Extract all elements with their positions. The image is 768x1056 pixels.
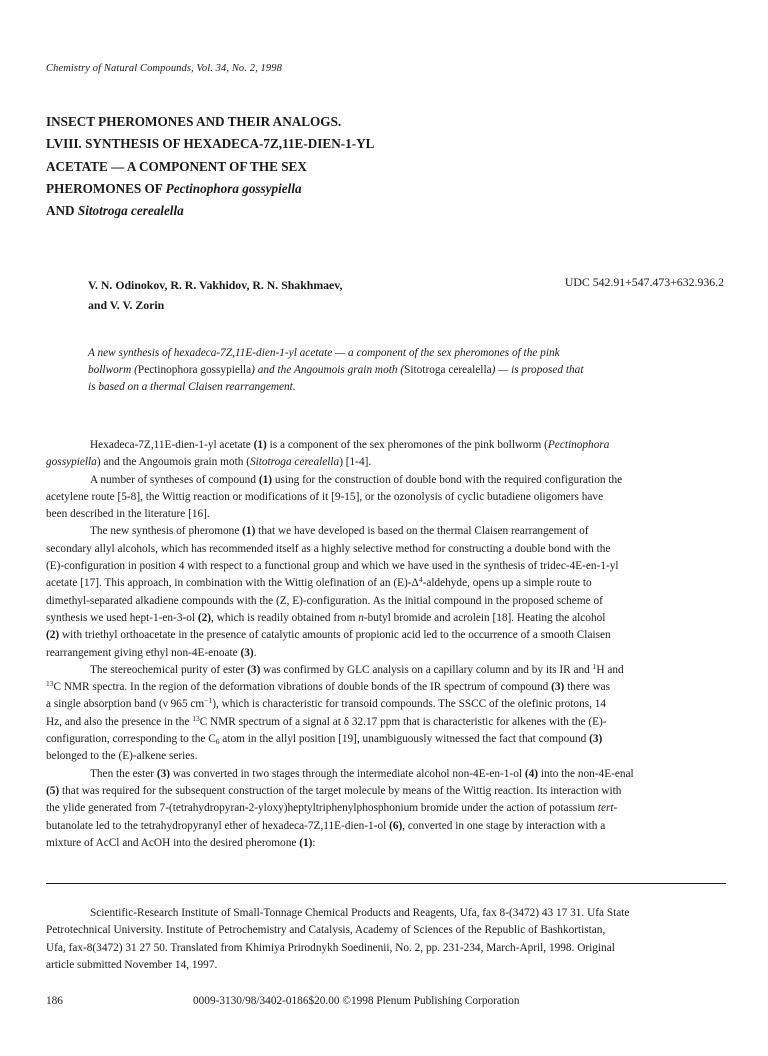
affiliation-footnote	[46, 905, 726, 974]
copyright-line: 0009-3130/98/3402-0186$20.00 ©1998 Plenum Publishing Corporation	[193, 995, 520, 1007]
body-line: Then the ester (3) was converted in two stages through the intermediate alcohol non-4E-en-1-ol (4) into the non-4E-enal	[90, 767, 634, 780]
body-line: $^{13}$C NMR spectra. In the region of the deformation vibrations of double bonds of the IR spectrum of compound (3) there was	[46, 679, 611, 694]
body-line: acetate [17]. This approach, in combination with the Wittig olefination of an $(E)-\Delta^4$-aldehyde, opens up a simple route to	[46, 575, 592, 590]
body-line: (2) with triethyl orthoacetate in the presence of catalytic amounts of propionic acid led to the occurrence of a smooth Claisen	[46, 629, 611, 642]
footnote-line: article submitted November 14, 1997.	[46, 958, 218, 971]
body-line: (5) that was required for the subsequent construction of the target molecule by means of the Wittig reaction. Its interaction with	[46, 784, 622, 797]
article-title	[46, 111, 686, 222]
body-line: the ylide generated from 7-(tetrahydropyran-2-yloxy)heptyltriphenylphosphonium bromide under the action of potassium tert-	[46, 802, 618, 815]
body-line: rearrangement giving ethyl non-4E-enoate (3).	[46, 646, 257, 659]
body-line: The stereochemical purity of ester (3) was confirmed by GLC analysis on a capillary column and by its IR and $^1$H and	[90, 661, 624, 676]
body-line: Hz, and also the presence in the $^{13}$C NMR spectrum of a signal at δ 32.17 ppm that is characteristic for alkenes with the (E)-	[46, 713, 607, 728]
body-line: belonged to the (E)-alkene series.	[46, 750, 198, 763]
title-line: ACETATE — A COMPONENT OF THE SEX	[46, 158, 307, 174]
title-line: LVIII. SYNTHESIS OF HEXADECA-7Z,11E-DIEN-1-YL	[46, 136, 375, 152]
footnote-line: Scientific-Research Institute of Small-Tonnage Chemical Products and Reagents, Ufa, fax 8-(3472) 43 17 31. Ufa State	[90, 907, 630, 919]
body-line: acetylene route [5-8], the Wittig reaction or modifications of it [9-15], or the ozonolysis of cyclic butadiene oligomers have	[46, 490, 604, 503]
abstract-line: is based on a thermal Claisen rearrangement.	[88, 381, 296, 393]
body-line: mixture of AcCl and AcOH into the desired pheromone (1):	[46, 836, 316, 849]
body-line: A number of syntheses of compound (1) using for the construction of double bond with the required configuration the	[90, 473, 623, 486]
udc-code: UDC 542.91+547.473+632.936.2	[564, 275, 724, 289]
title-line: AND Sitotroga cerealella	[46, 203, 184, 219]
body-line: secondary allyl alcohols, which has recommended itself as a highly selective method for constructing a double bond with the	[46, 542, 611, 555]
journal-citation: Chemistry of Natural Compounds, Vol. 34, No. 2, 1998	[46, 63, 282, 74]
body-line: butanolate led to the tetrahydropyranyl ether of hexadeca-7Z,11E-dien-1-ol (6), converted in one stage by interaction with a	[46, 819, 606, 832]
body-line: (E)-configuration in position 4 with respect to a functional group and which we have used in the synthesis of tridec-4E-en-1-yl	[46, 560, 619, 573]
author-line: and V. V. Zorin	[88, 298, 165, 312]
body-text	[46, 437, 726, 852]
body-line: Hexadeca-7Z,11E-dien-1-yl acetate (1) is a component of the sex pheromones of the pink bollworm (Pectinophora	[90, 439, 610, 451]
author-list	[88, 275, 343, 315]
body-line: dimethyl-separated alkadiene compounds with the (Z, E)-configuration. As the initial compound in the proposed scheme of	[46, 594, 603, 607]
page-number: 186	[46, 995, 63, 1007]
body-line: gossypiella) and the Angoumois grain moth (Sitotroga cerealella) [1-4].	[46, 456, 372, 469]
abstract-line: bollworm (Pectinophora gossypiella) and the Angoumois grain moth (Sitotroga cerealella) — is proposed that	[88, 364, 584, 376]
body-line: configuration, corresponding to the $C_6$ atom in the allyl position [19], unambiguously witnessed the fact that compound (3)	[46, 733, 603, 747]
body-line: a single absorption band (ν 965 $cm^{-1}$), which is characteristic for transoid compounds. The SSCC of the olefinic protons, 14	[46, 696, 607, 711]
title-line: PHEROMONES OF Pectinophora gossypiella	[46, 180, 302, 196]
footnote-divider	[46, 883, 726, 884]
abstract	[88, 345, 688, 396]
body-line: The new synthesis of pheromone (1) that we have developed is based on the thermal Claisen rearrangement of	[90, 525, 589, 538]
body-line: synthesis we used hept-1-en-3-ol (2), which is readily obtained from n-butyl bromide and acrolein [18]. Heating the alcohol	[46, 611, 606, 624]
author-line: V. N. Odinokov, R. R. Vakhidov, R. N. Shakhmaev,	[88, 278, 343, 292]
body-line: been described in the literature [16].	[46, 508, 210, 521]
footnote-line: Petrotechnical University. Institute of Petrochemistry and Catalysis, Academy of Sciences of the Republic of Bashkortistan,	[46, 924, 606, 937]
title-line: INSECT PHEROMONES AND THEIR ANALOGS.	[46, 114, 342, 129]
abstract-line: A new synthesis of hexadeca-7Z,11E-dien-1-yl acetate — a component of the sex pheromones of the pink	[88, 347, 560, 359]
footnote-line: Ufa, fax-8(3472) 31 27 50. Translated from Khimiya Prirodnykh Soedinenii, No. 2, pp. 231-234, March-April, 1998. Original	[46, 941, 615, 954]
